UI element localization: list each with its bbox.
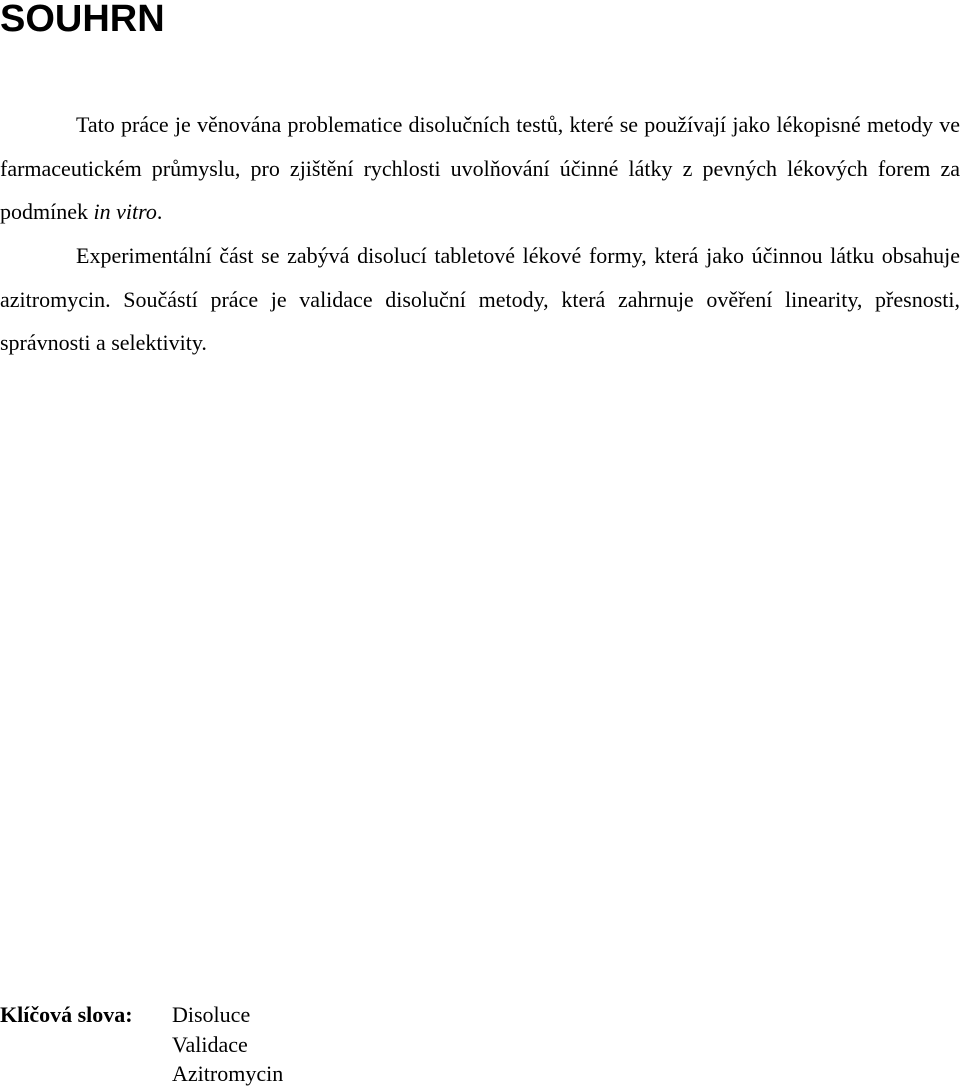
page-title: SOUHRN <box>0 0 165 40</box>
paragraph-1-text: Tato práce je věnována problematice disolučních testů, které se používají jako lékopisné metody ve farmaceutickém průmyslu, pro zjištění rychlosti uvolňování účinné látky z pevných lékových forem za podmínek <box>0 112 960 224</box>
keyword-item: Disoluce <box>172 1002 251 1027</box>
abstract-paragraph-1 <box>0 103 960 234</box>
keywords-label: Klíčová slova: <box>0 1002 133 1027</box>
paragraph-1-italic: in vitro <box>93 199 157 224</box>
keywords-block <box>0 1000 283 1089</box>
keyword-item: Validace <box>172 1031 248 1057</box>
keywords-list <box>172 1000 283 1089</box>
keyword-item: Azitromycin <box>172 1061 284 1086</box>
abstract-paragraph-2: Experimentální část se zabývá disolucí tabletové lékové formy, která jako účinnou látku obsahuje azitromycin. Součástí práce je validace disoluční metody, která zahrnuje ověření linearity, přesnosti, správnosti a selektivity. <box>0 243 960 355</box>
paragraph-1-end: . <box>156 199 163 224</box>
